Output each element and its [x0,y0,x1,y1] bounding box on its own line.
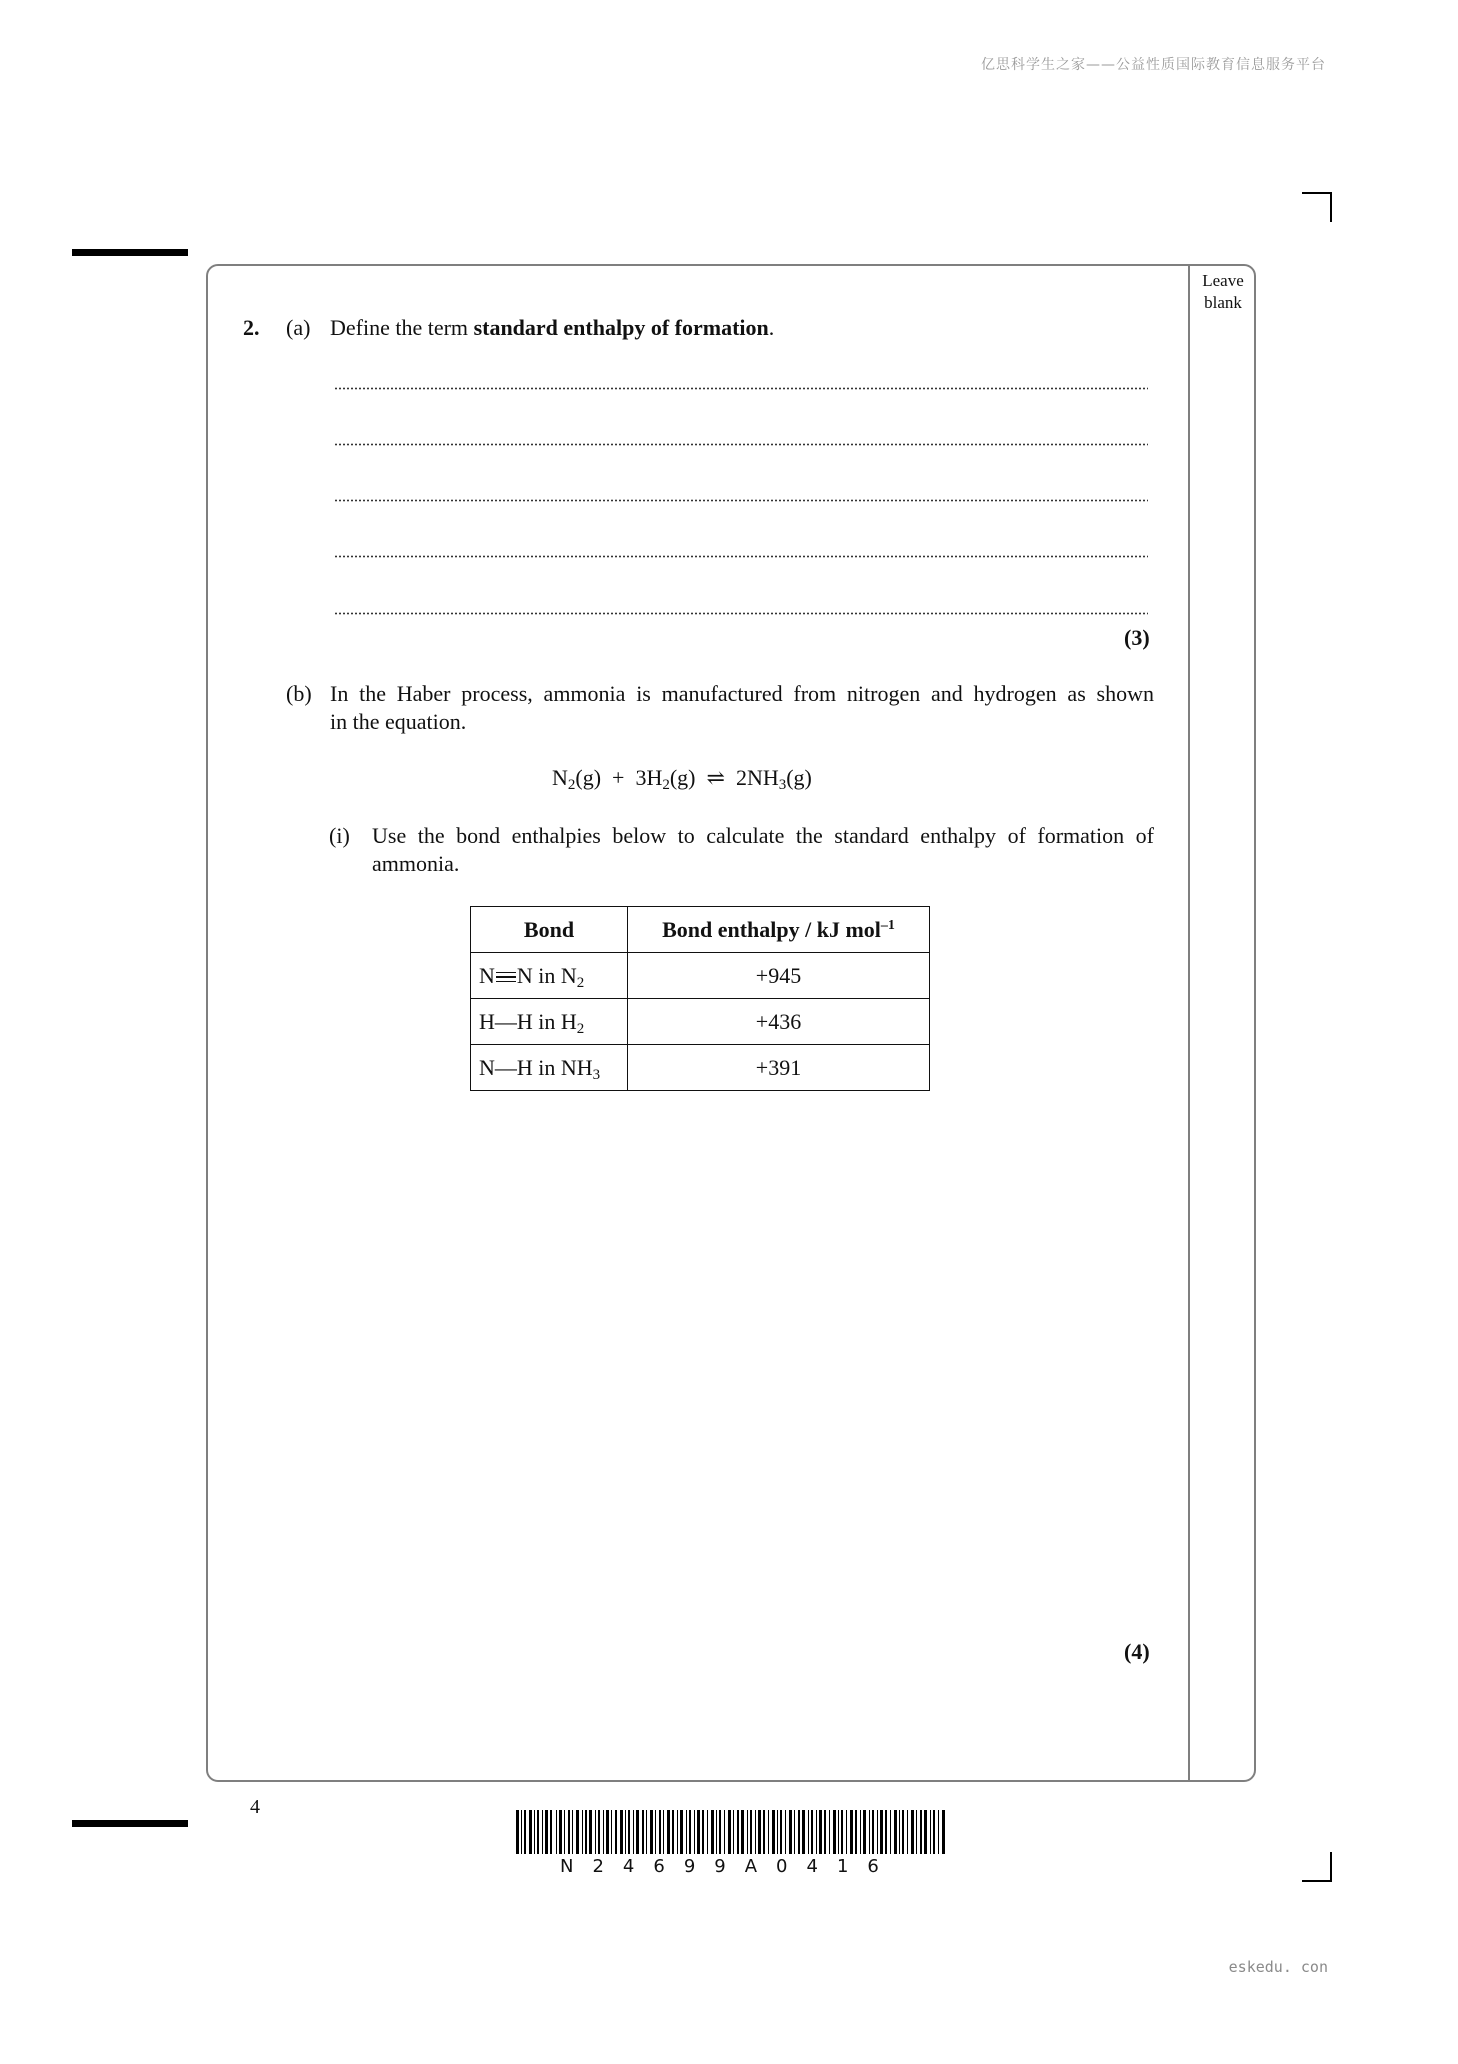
page-number: 4 [250,1796,260,1818]
crop-mark-bottom-v [1330,1852,1332,1882]
header-watermark-text: 亿思科学生之家——公益性质国际教育信息服务平台 [981,57,1326,73]
eq-n-sub: 2 [567,777,576,793]
part-a-marks: (3) [1124,625,1150,650]
answer-line[interactable] [334,612,1148,615]
part-a-term: standard enthalpy of formation [473,315,769,340]
eq-nh: 2NH [735,765,779,790]
bond-cell [471,1045,628,1091]
bond-text: H—H in H [479,1008,577,1034]
eq-n: N [552,765,568,790]
barcode-icon [516,1810,946,1854]
header-enthalpy-text: Bond enthalpy / kJ mol [662,916,881,942]
bond-cell [471,999,628,1045]
question-number: 2. [243,315,260,340]
part-a-label: (a) [286,315,311,340]
crop-mark-top-v [1330,192,1332,222]
bond-sub: 2 [576,974,585,991]
registration-bar-top [72,249,188,256]
bond-atom: N [479,962,495,988]
header-bond: Bond [471,907,628,953]
part-b-label: (b) [286,681,312,706]
table-row [471,1045,930,1091]
eq-part2: (g) [669,765,696,790]
table-row [471,999,930,1045]
table-row [471,953,930,999]
bond-enthalpy-table [470,906,930,1091]
part-a-text-prefix: Define the term [330,315,474,340]
footer-watermark-text: eskedu. con [1228,1958,1328,1976]
bond-sub: 2 [576,1020,585,1037]
sub-i-label: (i) [329,823,350,848]
crop-mark-bottom-h [1302,1880,1332,1882]
answer-line[interactable] [334,443,1148,446]
leave-label-line2: blank [1204,293,1242,312]
answer-line[interactable] [334,387,1148,390]
triple-bond-icon [496,972,516,982]
eq-part3: (g) [786,765,812,790]
sub-i-marks: (4) [1124,1639,1150,1664]
answer-line[interactable] [334,555,1148,558]
sub-i-text-line2: ammonia. [372,851,460,876]
eq-part1: (g) + 3H [575,765,663,790]
crop-mark-top-h [1302,192,1332,194]
table-header-row [471,907,930,953]
leave-label-line1: Leave [1202,271,1244,290]
answer-line[interactable] [334,499,1148,502]
leave-blank-divider [1188,266,1190,1780]
bond-sub: 3 [592,1066,601,1083]
eq-nh-sub: 3 [778,777,787,793]
bond-text: N—H in NH [479,1054,593,1080]
part-b-text-line2: in the equation. [330,709,467,734]
part-a-text [330,314,774,342]
eq-h-sub: 2 [662,777,670,793]
enthalpy-cell: +436 [628,999,930,1045]
enthalpy-cell: +391 [628,1045,930,1091]
equilibrium-arrow-icon: ⇌ [706,765,725,790]
bond-cell [471,953,628,999]
barcode-number: N24699A0416 [560,1856,898,1877]
haber-equation [552,764,812,792]
leave-blank-label [1192,270,1254,314]
part-a-text-suffix: . [768,315,775,340]
part-b-text-line1: In the Haber process, ammonia is manufactured from nitrogen and hydrogen as shown [330,681,1154,706]
sub-i-text-line1: Use the bond enthalpies below to calculate the standard enthalpy of formation of [372,823,1154,848]
registration-bar-bottom [72,1820,188,1827]
header-enthalpy [628,907,930,953]
header-enthalpy-sup: –1 [880,917,895,933]
enthalpy-cell: +945 [628,953,930,999]
bond-rest: N in N [516,962,577,988]
working-area[interactable] [334,1120,1148,1620]
